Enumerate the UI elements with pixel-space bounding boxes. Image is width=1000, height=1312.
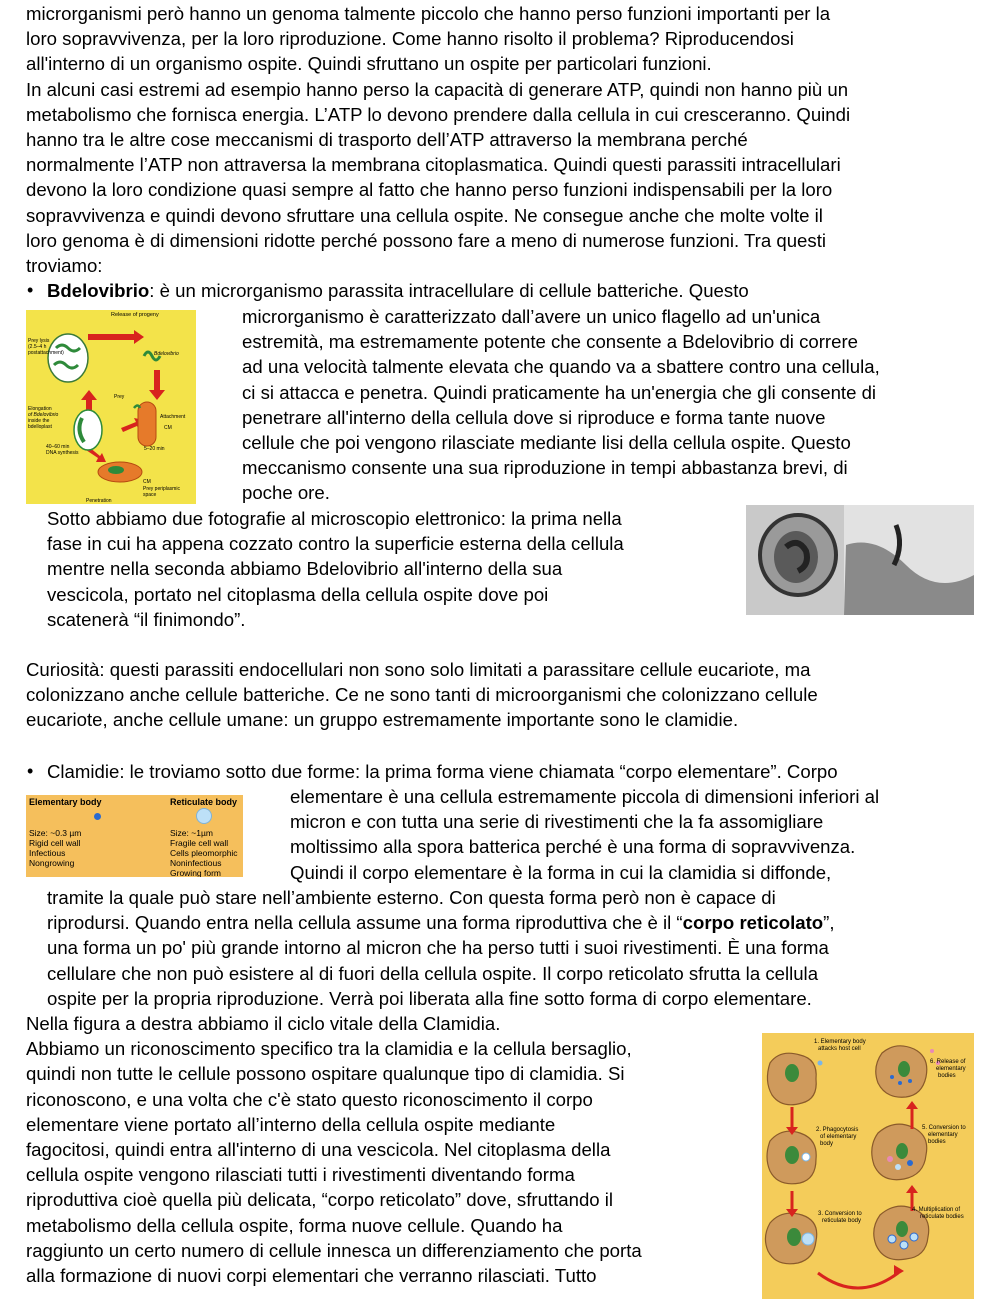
label-periplasm-1: Prey periplasmic xyxy=(143,486,180,492)
bdelovibrio-cycle-diagram xyxy=(26,310,196,504)
clamidie-continuation xyxy=(47,885,835,1011)
label-elongation-2: of Bdelovibrio xyxy=(28,412,59,418)
text-line: cellulare che non può esistere al di fuori della cellula ospite. Il corpo reticolato sfrutta la cellula xyxy=(47,962,819,984)
text-line: micron e con tutta una serie di rivestimenti che la fa assomigliare xyxy=(290,811,824,833)
text-line: fagocitosi, quindi entra all'interno di una vescicola. Nel citoplasma della xyxy=(26,1139,611,1161)
label-dna-2: DNA synthesis xyxy=(46,450,79,456)
reticolato-term: corpo reticolato xyxy=(682,912,824,934)
label-step5-b: elementary xyxy=(928,1132,958,1138)
text-line: microrganismo è caratterizzato dall’avere un unico flagello ad un'unica xyxy=(242,306,821,327)
label-preylysis-3: postattachment) xyxy=(28,350,64,356)
body-forms-table xyxy=(26,795,243,877)
label-elongation-3: inside the xyxy=(28,418,50,424)
bullet-clamidie: • xyxy=(27,761,34,781)
label-step2-b: of elementary xyxy=(820,1134,857,1140)
text-line: normalmente l’ATP non attraversa la membrana citoplasmatica. Quindi questi parassiti intracellulari xyxy=(26,154,841,176)
text-line: estremità, ma estremamente potente che consente a Bdelovibrio di correre xyxy=(242,331,858,353)
text-line: microrganismi però hanno un genoma talmente piccolo che hanno perso funzioni importanti per la xyxy=(26,3,831,24)
label-attachment: Attachment xyxy=(160,414,186,420)
label-periplasm-2: space xyxy=(143,492,157,498)
eb-title: Elementary body xyxy=(29,797,102,807)
label-penetration: Penetration xyxy=(86,498,112,504)
text-line: Abbiamo un riconoscimento specifico tra la clamidia e la cellula bersaglio, xyxy=(26,1038,632,1060)
bdelovibrio-paragraph xyxy=(242,304,880,506)
text-line: cellula ospite vengono rilasciati tutti i rivestimenti diventando forma xyxy=(26,1164,575,1186)
curiosita-paragraph xyxy=(26,657,818,733)
text-line: moltissimo alla spora batterica perché è una forma di sopravvivenza. xyxy=(290,836,856,858)
electron-micrographs xyxy=(746,505,974,615)
label-elongation-1: Elongation xyxy=(28,406,52,412)
label-preylysis-1: Prey lysis xyxy=(28,338,50,344)
text-line: devono la loro condizione quasi sempre al fatto che hanno perso funzioni indispensabili per la loro xyxy=(26,179,833,201)
text-line: quindi non tutte le cellule possono ospitare qualunque tipo di clamidia. Si xyxy=(26,1063,625,1085)
text-line: ad una velocità talmente elevata che quando va a sbattere contro una cellula, xyxy=(242,356,880,378)
label-step4-a: 4. Multiplication of xyxy=(912,1207,961,1213)
chlamydia-cycle-diagram xyxy=(762,1033,974,1299)
label-step1-a: 1. Elementary body xyxy=(814,1039,866,1045)
eb-item: Nongrowing xyxy=(29,858,75,868)
text-line: Quindi il corpo elementare è la forma in cui la clamidia si diffonde, xyxy=(290,861,832,883)
rb-item: Fragile cell wall xyxy=(170,838,229,848)
text-line: scatenerà “il finimondo”. xyxy=(47,608,246,630)
label-step3-b: reticulate body xyxy=(822,1218,862,1224)
intro-paragraph xyxy=(26,1,850,278)
text-line: sopravvivenza e quindi devono sfruttare una cellula ospite. Ne consegue anche che molte volte il xyxy=(26,204,823,226)
text-line: metabolismo della cellula ospite, forma nuove cellule. Quando ha xyxy=(26,1214,563,1236)
text-line: eucariote, anche cellule umane: un gruppo estremamente importante sono le clamidie. xyxy=(26,709,739,731)
label-preylysis-2: (2.5–4 h xyxy=(28,344,47,350)
clamidie-paragraph xyxy=(290,784,879,885)
text-line: all'interno di un organismo ospite. Quindi sfruttano un ospite per particolari funzioni. xyxy=(26,53,712,75)
rb-item: Growing form xyxy=(170,868,222,877)
label-step5-c: bodies xyxy=(928,1139,946,1145)
text-line: loro sopravvivenza, per la loro riproduzione. Come hanno risolto il problema? Riproducendosi xyxy=(26,28,794,50)
label-step2-a: 2. Phagocytosis xyxy=(816,1127,859,1133)
text-line: alla formazione di nuovi corpi elementari che verranno rilasciati. Tutto xyxy=(26,1265,597,1287)
label-step2-c: body xyxy=(820,1141,834,1147)
text-line: vescicola, portato nel citoplasma della cellula ospite dove poi xyxy=(47,583,549,605)
label-step5-a: 5. Conversion to xyxy=(922,1125,966,1131)
text-line-with-bold xyxy=(47,910,835,935)
bdelovibrio-first-text: : è un microrganismo parassita intracellulare di cellule batteriche. Questo xyxy=(149,280,749,301)
text-line: meccanismo consente una sua riproduzione in tempi abbastanza brevi, di xyxy=(242,457,848,479)
eb-item: Size: ~0.3 µm xyxy=(29,828,82,838)
chlamydia-cycle-svg xyxy=(762,1033,974,1299)
rb-list xyxy=(170,828,238,877)
text-line: poche ore. xyxy=(242,482,330,504)
text-line: raggiunto un certo numero di cellule innesca un differenziamento che porta xyxy=(26,1239,642,1261)
bullet-bdelovibrio: • xyxy=(27,280,34,300)
bdelovibrio-first-line xyxy=(47,278,749,303)
eb-item: Infectious xyxy=(29,848,66,858)
label-step4-b: reticulate bodies xyxy=(920,1214,964,1220)
text-line: elementare viene portato all’interno della cellula ospite mediante xyxy=(26,1113,556,1135)
label-step6-a: 6. Release of xyxy=(930,1059,966,1065)
text-line: cellule che poi vengono rilasciate mediante lisi della cellula ospite. Questo xyxy=(242,432,851,454)
text-line: Nella figura a destra abbiamo il ciclo vitale della Clamidia. xyxy=(26,1013,501,1034)
text-line: ospite per la propria riproduzione. Verrà poi liberata alla fine sotto forma di corpo elementare. xyxy=(47,987,812,1009)
text-line: elementare è una cellula estremamente piccola di dimensioni inferiori al xyxy=(290,786,880,807)
rb-item: Size: ~1µm xyxy=(170,828,213,838)
micrograph-svg xyxy=(746,505,974,615)
text-line: penetrare all'interno della cellula dove si riproduce e forma tante nuove xyxy=(242,406,826,428)
label-elongation-4: bdelloplast xyxy=(28,424,52,430)
rb-item: Cells pleomorphic xyxy=(170,848,238,858)
label-step6-c: bodies xyxy=(938,1073,956,1079)
label-cm: CM xyxy=(164,425,172,431)
clamidie-first-line: Clamidie: le troviamo sotto due forme: la prima forma viene chiamata “corpo elementare”. Corpo xyxy=(47,761,838,782)
text-line: riconoscono, e una volta che c'è stato questo riconoscimento il corpo xyxy=(26,1088,593,1110)
text-line: Sotto abbiamo due fotografie al microscopio elettronico: la prima nella xyxy=(47,508,622,529)
label-prey: Prey xyxy=(114,394,125,400)
text-line: tramite la quale può stare nell’ambiente esterno. Con questa forma però non è capace di xyxy=(47,887,776,908)
bdelovibrio-cycle-svg xyxy=(26,310,196,504)
text-line: mentre nella seconda abbiamo Bdelovibrio all'interno della sua xyxy=(47,558,563,580)
eb-list xyxy=(29,828,81,868)
text-line: metabolismo che fornisca energia. L’ATP lo devono prendere dalla cellula in cui cresceranno. Quindi xyxy=(26,103,851,125)
text-line: loro genoma è di dimensioni ridotte perché possono fare a meno di numerose funzioni. Tra questi xyxy=(26,229,826,251)
label-min: 5–20 min xyxy=(144,446,165,452)
rb-item: Noninfectious xyxy=(170,858,222,868)
rb-dot xyxy=(196,808,212,824)
bdelovibrio-term: Bdelovibrio xyxy=(47,280,150,301)
text-line: hanno tra le altre cose meccanismi di trasporto dell’ATP attraverso la membrana perché xyxy=(26,129,748,151)
label-step6-b: elementary xyxy=(936,1066,966,1072)
ciclo-paragraph xyxy=(26,1011,642,1288)
text-line: ci si attacca e penetra. Quindi praticamente ha un'energia che gli consente di xyxy=(242,381,877,403)
text-line: In alcuni casi estremi ad esempio hanno perso la capacità di generare ATP, quindi non hanno più un xyxy=(26,78,849,100)
text-line: riproduttiva cioè quella più delicata, “corpo reticolato” dove, sfruttando il xyxy=(26,1189,614,1211)
label-cm2: CM xyxy=(143,479,151,485)
label-release: Release of progeny xyxy=(111,312,159,318)
text-line: colonizzano anche cellule batteriche. Ce ne sono tanti di microorganismi che colonizzano cellule xyxy=(26,684,818,706)
photo-paragraph xyxy=(47,506,624,632)
rb-title: Reticulate body xyxy=(170,797,238,807)
label-bdelovibrio: Bdelovibrio xyxy=(154,351,179,357)
text-line: una forma un po' più grande intorno al micron che ha perso tutti i suoi rivestimenti. È una forma xyxy=(47,937,829,959)
text-line: Curiosità: questi parassiti endocellulari non sono solo limitati a parassitare cellule eucariote, ma xyxy=(26,659,811,680)
text-segment: ”, xyxy=(823,912,835,934)
label-step1-b: attacks host cell xyxy=(818,1046,861,1052)
label-step3-a: 3. Conversion to xyxy=(818,1211,862,1217)
eb-dot xyxy=(94,813,101,820)
text-segment: riprodursi. Quando entra nella cellula assume una forma riproduttiva che è il “ xyxy=(47,912,683,934)
text-line: troviamo: xyxy=(26,255,103,277)
eb-item: Rigid cell wall xyxy=(29,838,81,848)
text-line: fase in cui ha appena cozzato contro la superficie esterna della cellula xyxy=(47,533,624,555)
label-dna-1: 40–60 min xyxy=(46,444,70,450)
